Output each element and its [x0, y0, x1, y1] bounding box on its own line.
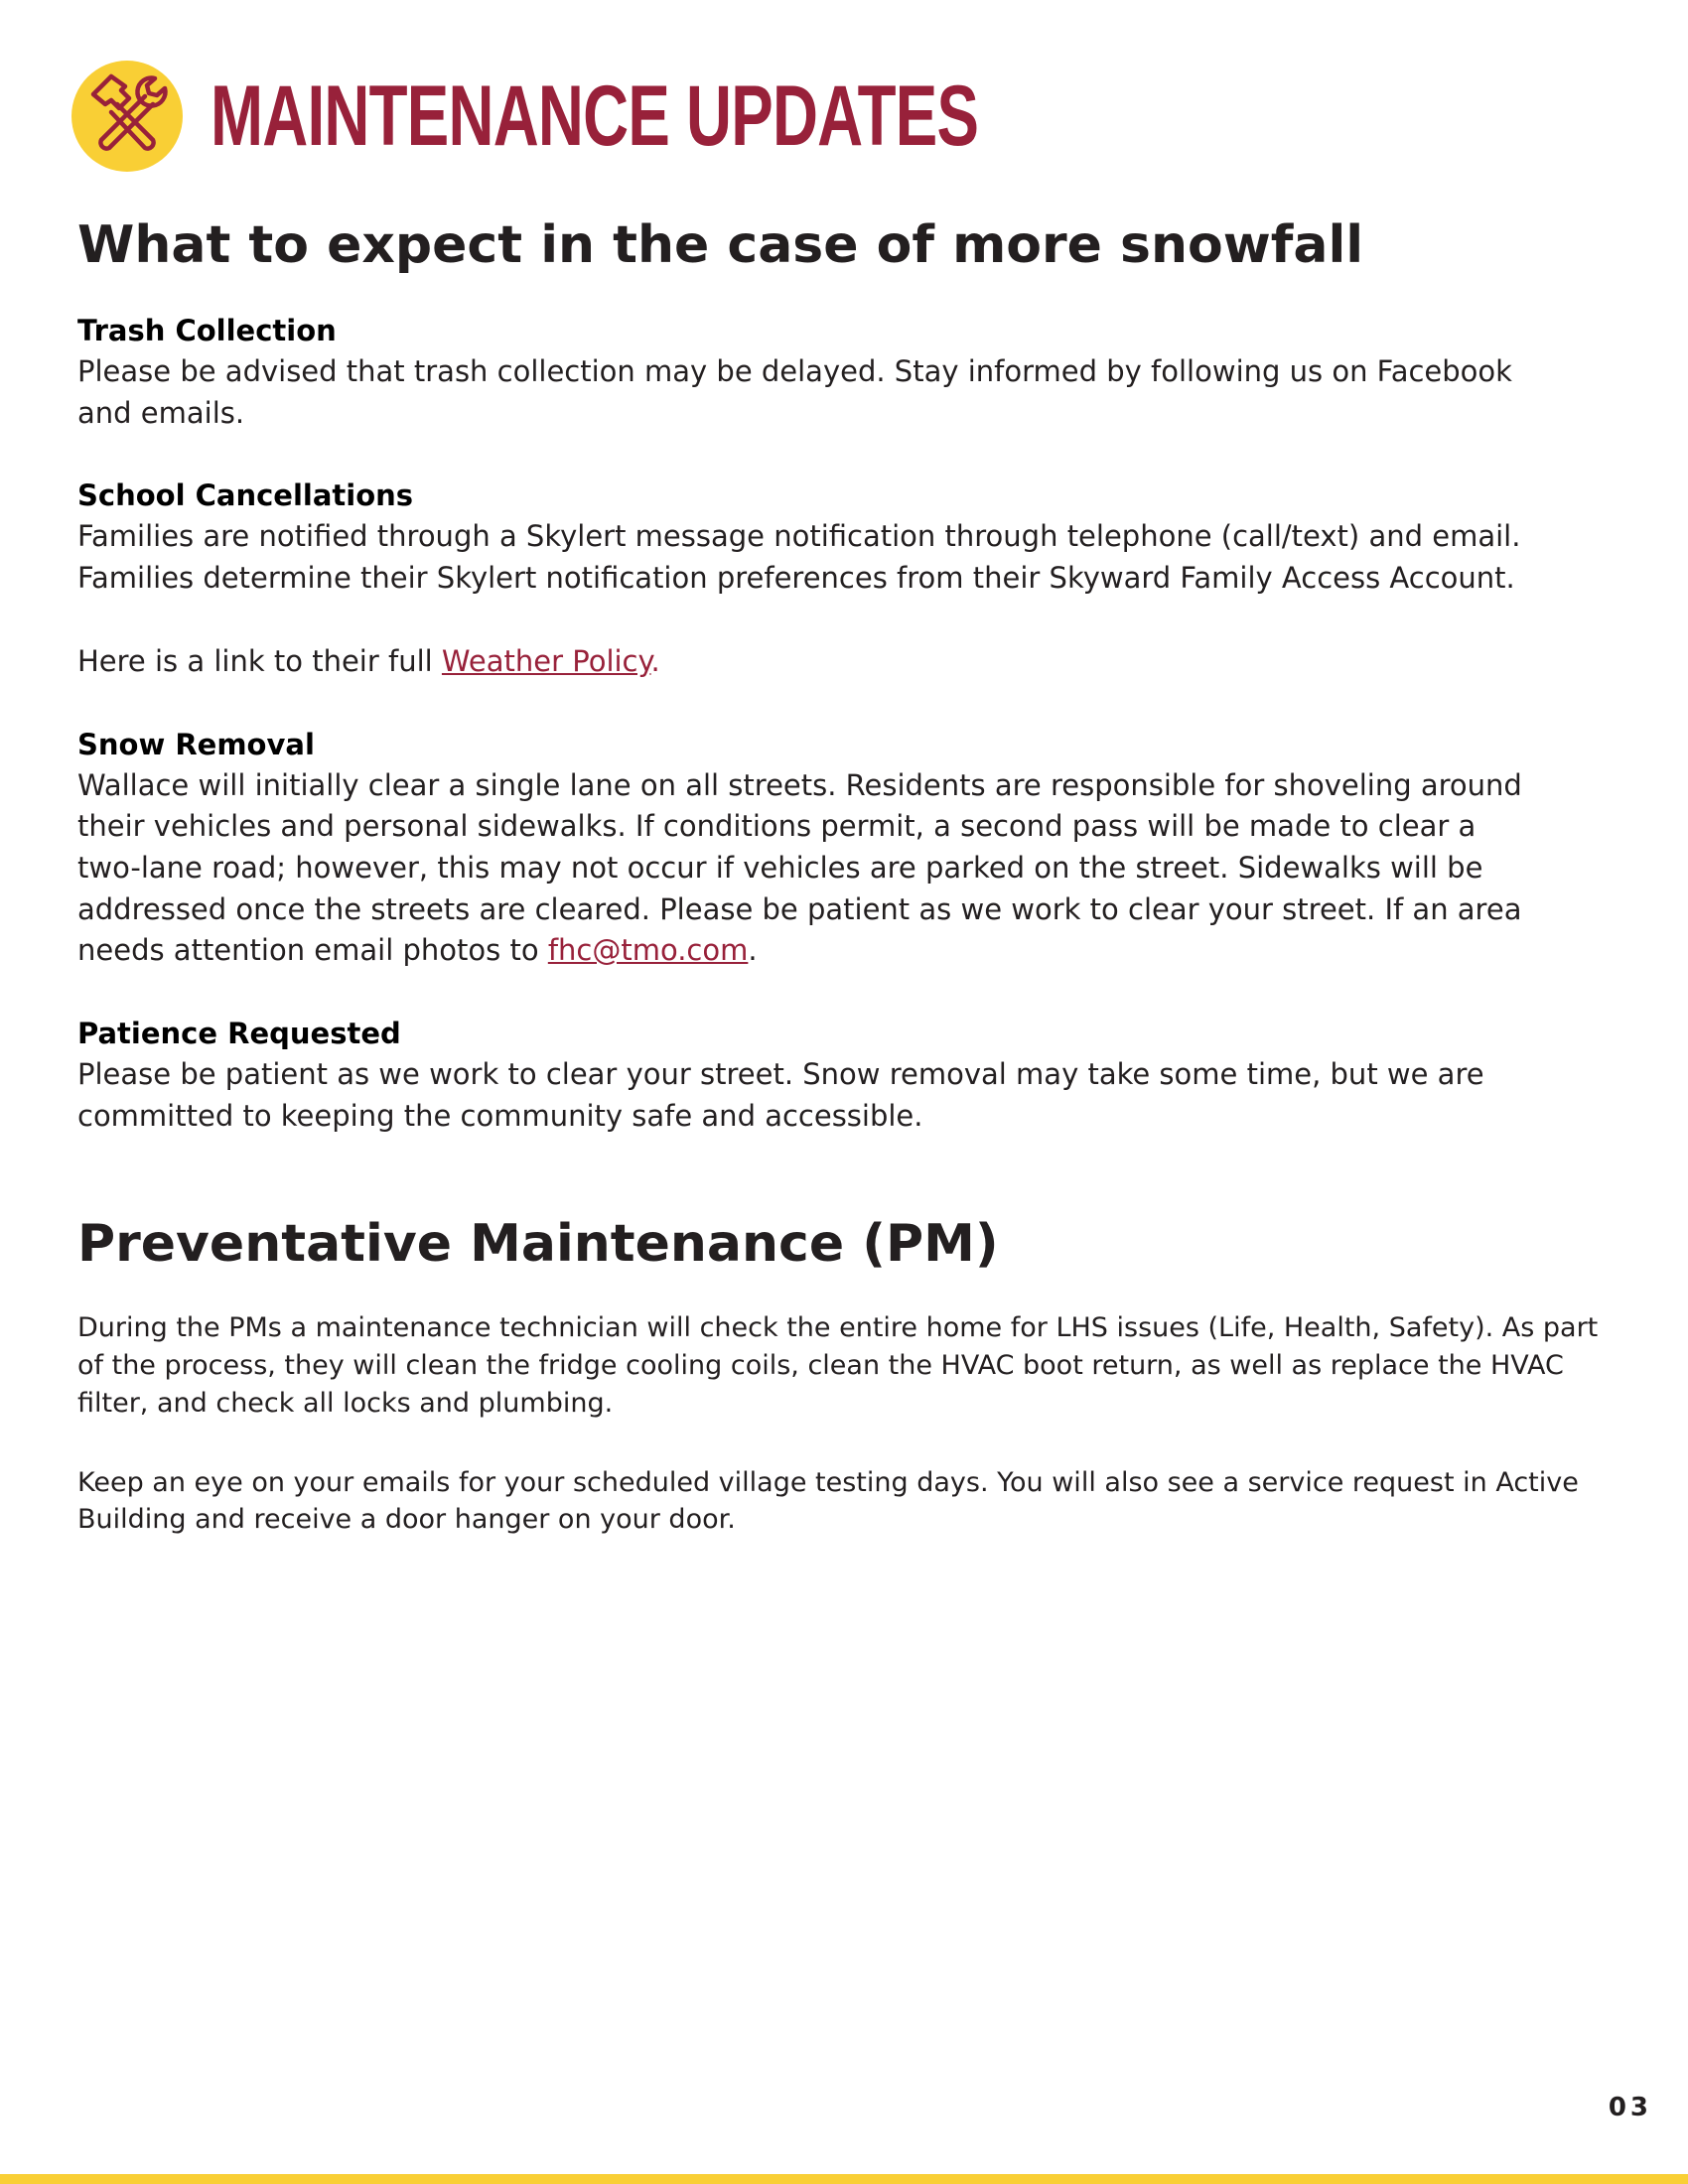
trash-title: Trash Collection — [77, 314, 337, 347]
snow-removal-body — [77, 765, 1527, 973]
patience-body: Please be patient as we work to clear your street. Snow removal may take some time, but we are committed to keeping the community safe and accessible. — [77, 1057, 1484, 1133]
footer-bar — [0, 2174, 1688, 2184]
school-body: Families are notified through a Skylert message notification through telephone (call/text) and email. Families determine their Skylert notification preferences from their Skyward Family Access Account. — [77, 519, 1521, 596]
weather-policy-suffix: . — [650, 643, 660, 678]
weather-policy-prefix: Here is a link to their full — [77, 643, 442, 678]
trash-body: Please be advised that trash collection may be delayed. Stay informed by following us on Facebook and emails. — [77, 354, 1512, 430]
patience-title: Patience Requested — [77, 1017, 401, 1051]
main-content — [77, 204, 1626, 1539]
school-title: School Cancellations — [77, 478, 414, 513]
snowfall-heading: What to expect in the case of more snowfall — [77, 215, 1364, 275]
page-header — [71, 58, 1248, 175]
snow-removal-suffix: . — [748, 933, 758, 968]
hammer-wrench-icon — [71, 61, 183, 172]
pm-paragraph-2: Keep an eye on your emails for your scheduled village testing days. You will also see a service request in Active Building and receive a door hanger on your door. — [77, 1466, 1579, 1536]
email-link[interactable]: fhc@tmo.com — [547, 933, 749, 968]
trash-section — [77, 311, 1626, 434]
weather-policy-line — [77, 641, 1527, 683]
pm-heading: Preventative Maintenance (PM) — [77, 1214, 999, 1275]
header-title: MAINTENANCE UPDATES — [211, 68, 979, 164]
snow-removal-title: Snow Removal — [77, 727, 315, 761]
snow-removal-section — [77, 725, 1626, 973]
page-number: 03 — [1608, 2093, 1652, 2122]
school-section — [77, 476, 1626, 682]
snow-removal-text: Wallace will initially clear a single lane on all streets. Residents are responsible for shoveling around their vehicles and personal sidewalks. If conditions permit, a second pass will be made to clear a two-lane road; however, this may not occur if vehicles are parked on the street. Sidewalks will be addressed once the streets are cleared. Please be patient as we work to clear your street. If an area needs attention email photos to — [77, 767, 1522, 968]
pm-paragraph-1: During the PMs a maintenance technician will check the entire home for LHS issues (Life, Health, Safety). As part of the process, they will clean the fridge cooling coils, clean the HVAC boot return, as well as replace the HVAC filter, and check all locks and plumbing. — [77, 1312, 1599, 1419]
patience-section — [77, 1014, 1626, 1137]
weather-policy-link[interactable]: Weather Policy — [441, 643, 651, 678]
